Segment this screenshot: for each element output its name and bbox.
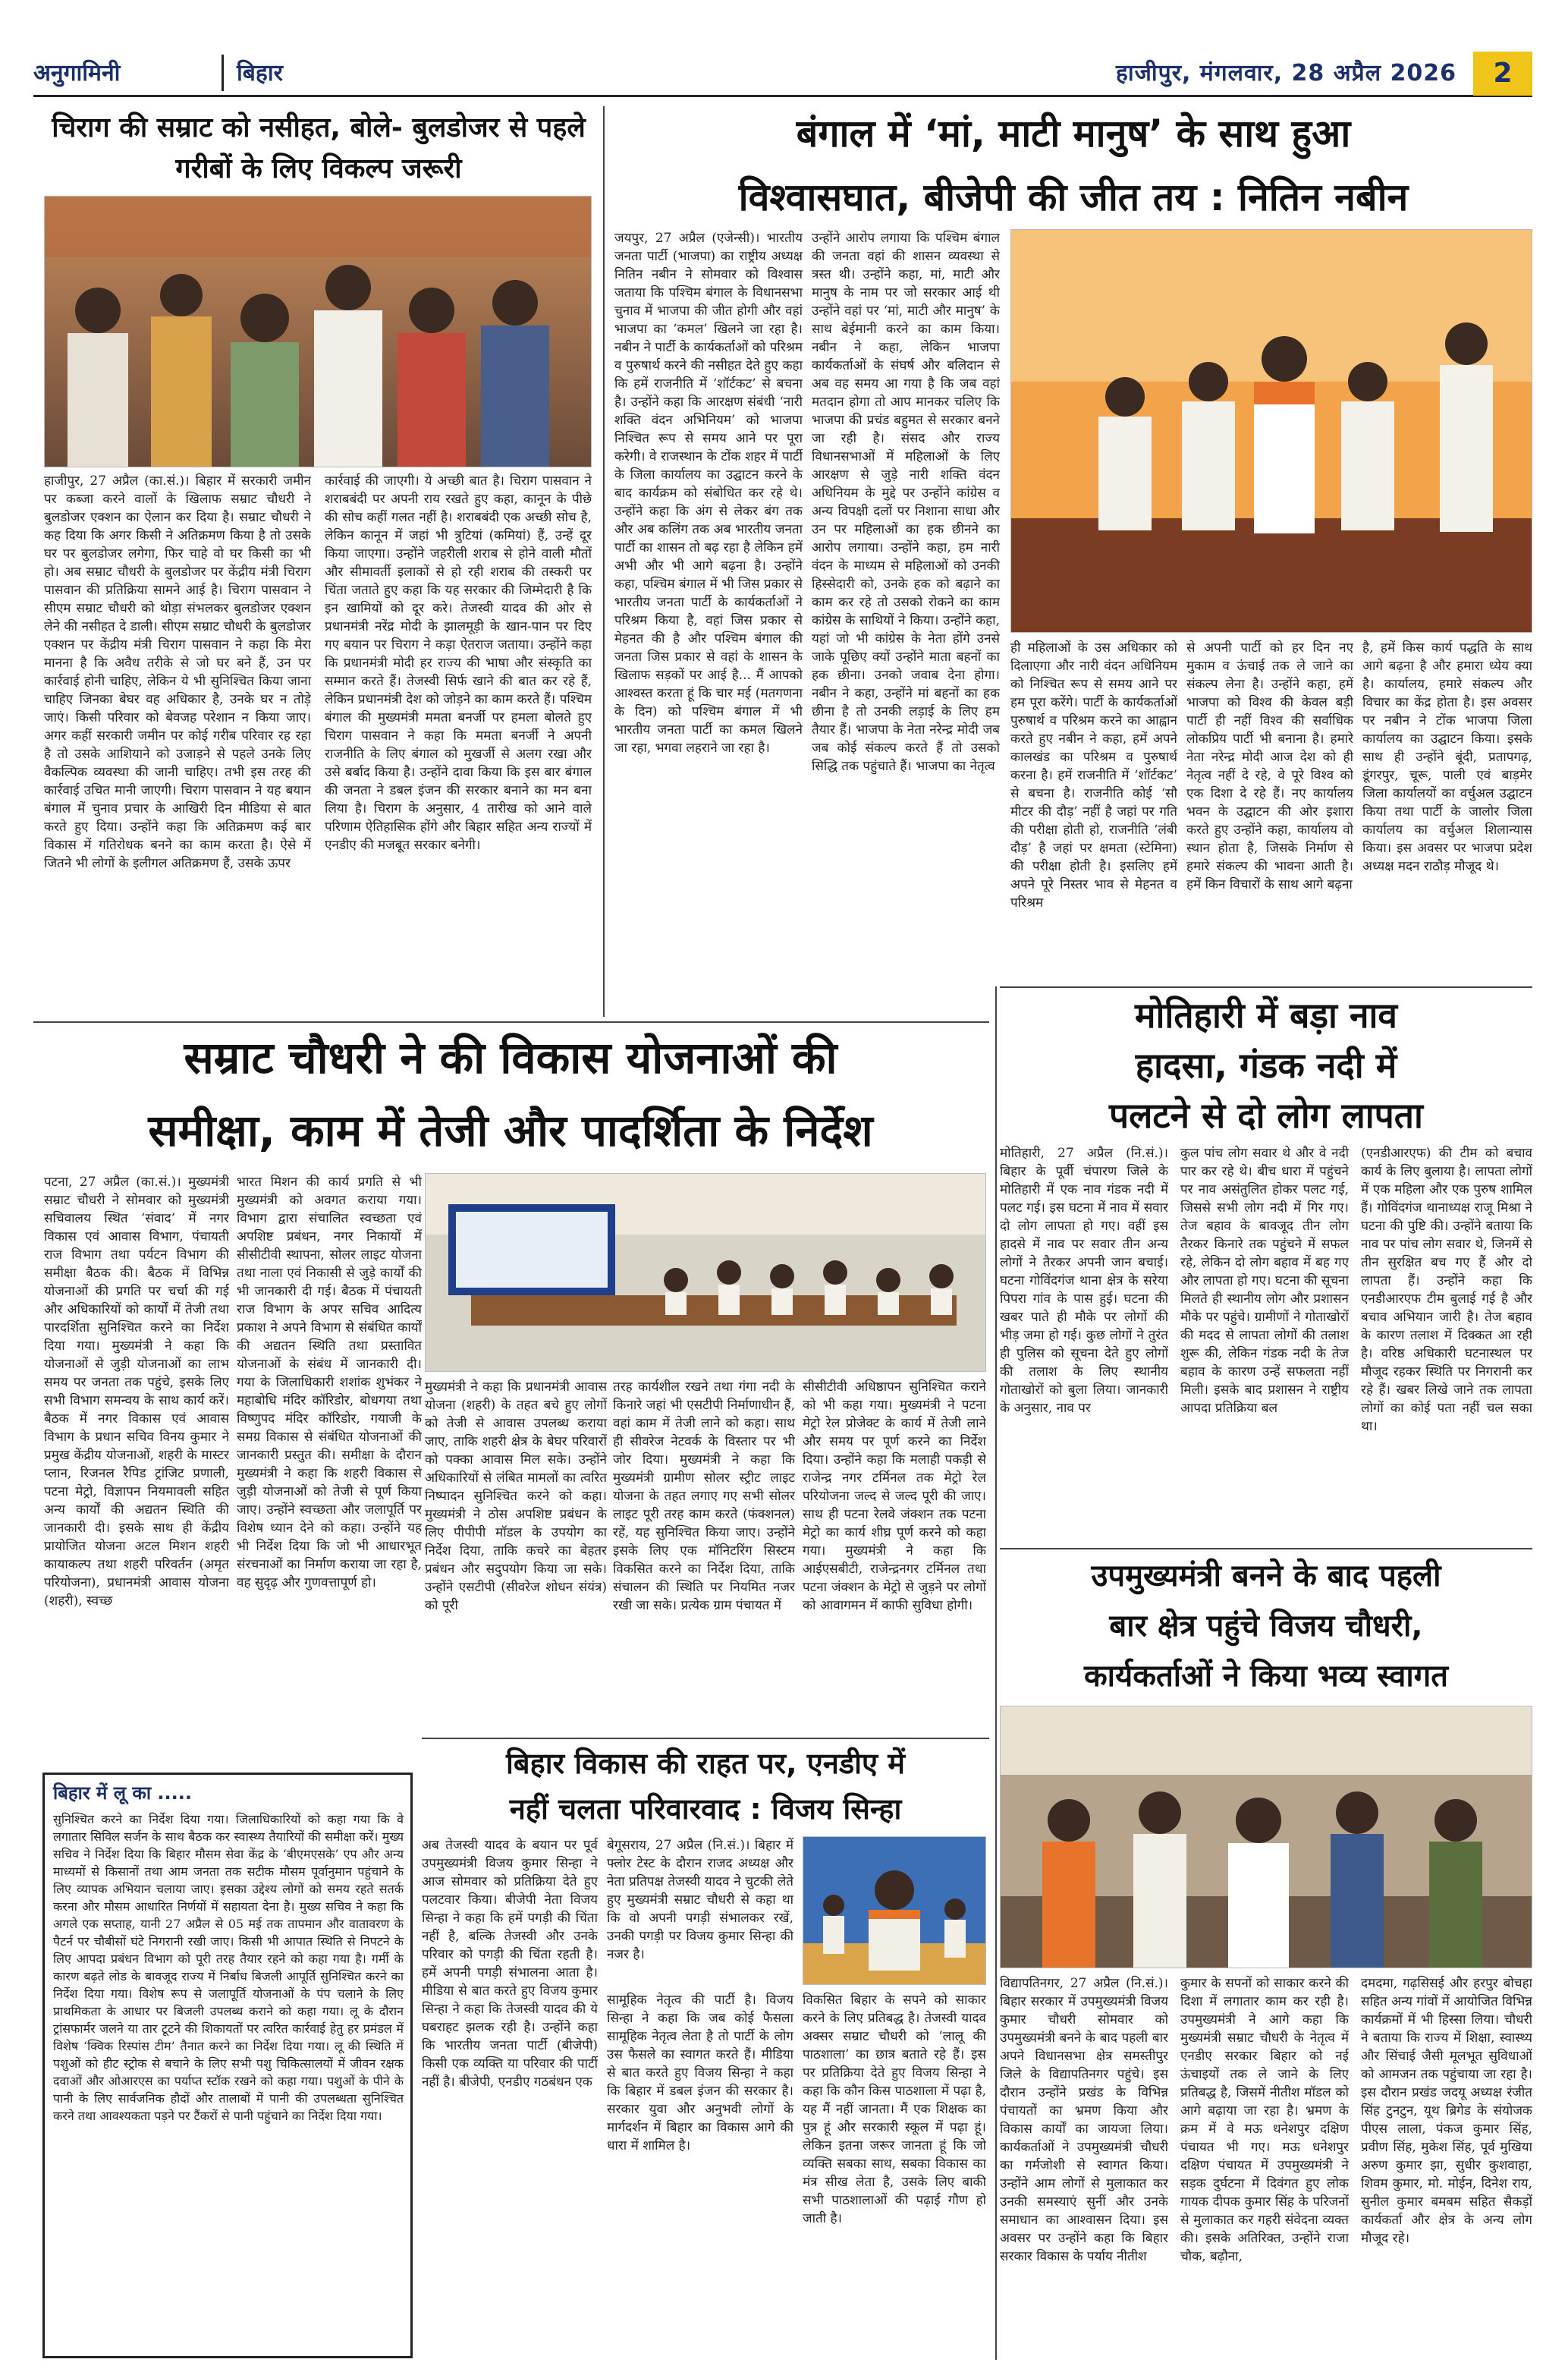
photo-chirag-paswan-crowd [44, 196, 592, 467]
article-chaudhary-col3: दमदमा, गढ़सिसई और हरपुर बोचहा सहित अन्य गांवों में आयोजित विभिन्न कार्यक्रमों में भी हिस्सा लिया। चौधरी ने बताया कि राज्य में शिक्षा, स्वास्थ्य और सिंचाई जैसी मूलभूत सुविधाओं को आमजन तक पहुंचाया जा रहा है। इस दौरान प्रखंड जदयू अध्यक्ष रंजीत सिंह टुनटुन, यूथ ब्रिगेड के संयोजक पीएस लाला, पंकज कुमार सिंह, प्रवीण सिंह, मुकेश सिंह, पूर्व मुखिया अरुण कुमार झा, सुधीर कुशवाहा, शिवम कुमार, मो. मोईन, दिनेश राय, सुनील कुमार बमबम सहित सैकड़ों कार्यकर्ता और क्षेत्र के अन्य लोग मौजूद रहे। [1361, 1976, 1532, 2246]
article-samrat-headline-1: सम्राट चौधरी ने की विकास योजनाओं की [184, 1032, 837, 1084]
article-sinha-headline-1: बिहार विकास की राहत पर, एनडीए में [506, 1747, 905, 1780]
photo-vijay-sinha [803, 1836, 986, 1985]
article-samrat-col2: भारत मिशन की कार्य प्रगति से भी मुख्यमंत्री को अवगत कराया गया। विभाग द्वारा संचालित स्वच्छता एवं अपशिष्ट प्रबंधन, नगर निकायों में सीसीटीवी स्थापना, सोलर लाइट योजना तथा नाला एवं निकासी से जुड़े कार्यों की भी जानकारी दी गई। बैठक में पंचायती राज विभाग के अपर सचिव आदित्य प्रकाश ने अपने विभाग से संबंधित कार्यों की अद्यतन स्थिति तथा प्रस्तावित योजनाओं के संबंध में जानकारी दी। गया के जिलाधिकारी शशांक शुभंकर ने महाबोधि मंदिर कॉरिडोर, बोधगया तथा विष्णुपद मंदिर कॉरिडोर, गयाजी के समग्र विकास से संबंधित योजनाओं की जानकारी प्रस्तुत की। समीक्षा के दौरान मुख्यमंत्री ने कहा कि शहरी विकास से जुड़ी योजनाओं को तेजी से पूर्ण किया जाए। उन्होंने स्वच्छता और जलापूर्ति पर विशेष ध्यान देने को कहा। उन्होंने यह भी निर्देश दिया कि जो भी आधारभूत संरचनाओं का निर्माण कराया जा रहा है, वह सुदृढ़ और गुणवत्तापूर्ण हो। [237, 1175, 422, 1590]
photo-vijay-chaudhary-welcome [1000, 1706, 1532, 1968]
article-chirag-body-col2: कार्रवाई की जाएगी। ये अच्छी बात है। चिराग पासवान ने शराबबंदी पर अपनी राय रखते हुए कहा, कानून के पीछे की सोच कहीं गलत नहीं है। शराबबंदी एक अच्छी सोच है, लेकिन कानून में जहां भी त्रुटियां (कमियां) हैं, उन्हें दूर किया जाएगा। उन्होंने जहरीली शराब से होने वाली मौतों और सीमावर्ती इलाकों से हो रही शराब की तस्करी पर चिंता जताते हुए कहा कि यह सरकार की जिम्मेदारी है कि इन खामियों को दूर करे। तेजस्वी यादव की ओर से प्रधानमंत्री नरेंद्र मोदी के झालमूड़ी के खान-पान पर दिए गए बयान पर चिराग ने कड़ा ऐतराज जताया। उन्होंने कहा कि प्रधानमंत्री मोदी हर राज्य की भाषा और संस्कृति का सम्मान करते हैं। तेजस्वी सिर्फ खाने की बात कर रहे हैं, लेकिन प्रधानमंत्री देश को जोड़ने का काम करते हैं। पश्चिम बंगाल की मुख्यमंत्री ममता बनर्जी पर हमला बोलते हुए चिराग पासवान ने कहा कि ममता बनर्जी ने अपनी राजनीति के लिए बंगाल को मुखर्जी से अलग रखा और उसे बर्बाद किया है। उन्होंने दावा किया कि इस बार बंगाल की जनता ने डबल इंजन की सरकार बनाने का मन बना लिया है। चिराग के अनुसार, 4 तारीख को आने वाले परिणाम ऐतिहासिक होंगे और बिहार सहित अन्य राज्यों में एनडीए की मजबूत सरकार बनेगी। [325, 473, 592, 853]
article-sinha-left-col: अब तेजस्वी यादव के बयान पर पूर्व उपमुख्यमंत्री विजय कुमार सिन्हा ने आज सोमवार को प्रतिक्रिया देते हुए पलटवार किया। बीजेपी नेता विजय सिन्हा ने कहा कि हमें पगड़ी की चिंता नहीं है, बल्कि तेजस्वी और उनके परिवार को पगड़ी की चिंता रहती है। हमें अपनी पगड़ी संभालना आता है। मीडिया से बात करते हुए विजय कुमार सिन्हा ने कहा कि तेजस्वी यादव की ये घबराहट झलक रही है। उन्होंने कहा कि भारतीय जनता पार्टी (बीजेपी) किसी एक व्यक्ति या परिवार की पार्टी नहीं है। बीजेपी, एनडीए गठबंधन एक [422, 1838, 598, 2090]
heatwave-kicker: बिहार में लू का ..... [53, 1782, 192, 1804]
page-number: 2 [1473, 52, 1532, 96]
article-boat-col1: मोतिहारी, 27 अप्रैल (नि.सं.)। बिहार के पूर्वी चंपारण जिले के मोतिहारी में एक नाव गंडक नदी में पलट गई। इस घटना में नाव में सवार दो लोग लापता हो गए। वहीं इस हादसे में नाव पर सवार तीन अन्य लोगों ने तैरकर अपनी जान बचाई। घटना गोविंदगंज थाना क्षेत्र के सरेया पिपरा गांव के पास हुई। घटना की खबर पाते ही मौके पर लोगों की भीड़ जमा हो गई। कुछ लोगों ने तुरंत ही पुलिस को सूचना देते हुए लोगों की तलाश के लिए स्थानीय गोताखोरों को बुला लिया। जानकारी के अनुसार, नाव पर [1000, 1146, 1168, 1416]
masthead [33, 52, 1532, 97]
photo-samrat-meeting [425, 1173, 986, 1372]
article-nabin-col3: ही महिलाओं के उस अधिकार को दिलाएगा और नारी वंदन अधिनियम को निश्चित रूप से समय आने पर हम पूरा करेंगे। पार्टी के कार्यकर्ताओं पुरुषार्थ व परिश्रम करने का आह्वान करते हुए नबीन ने कहा, हमें अपने कालखंड का परिश्रम व पुरुषार्थ करना है। हमें राजनीति में ‘शॉर्टकट’ से बचना है। राजनीति कोई ‘सौ मीटर की दौड़’ नहीं है जहां पर गति की परीक्षा होती हो, राजनीति ‘लंबी दौड़’ है जहां पर क्षमता (स्टेमिना) की परीक्षा होती है। इसलिए हमें अपने पूरे निस्तर भाव से मेहनत व परिश्रम [1010, 640, 1177, 911]
column-rule [995, 986, 997, 2360]
article-chaudhary-col1: विद्यापतिनगर, 27 अप्रैल (नि.सं.)। बिहार सरकार में उपमुख्यमंत्री विजय कुमार चौधरी सोमवार को उपमुख्यमंत्री बनने के बाद पहली बार अपने विधानसभा क्षेत्र समस्तीपुर जिले के विद्यापतिनगर पहुंचे। इस दौरान उन्होंने प्रखंड के विभिन्न पंचायतों का भ्रमण किया और विकास कार्यों का जायजा लिया। कार्यकर्ताओं ने उपमुख्यमंत्री चौधरी का गर्मजोशी से स्वागत किया। उन्होंने आम लोगों से मुलाकात कर उनकी समस्याएं सुनीं और उनके समाधान का आश्वासन दिया। इस अवसर पर उन्होंने कहा कि बिहार सरकार विकास के पर्याय नीतीश [1000, 1976, 1168, 2264]
article-samrat-col4: तरह कार्यशील रखने तथा गंगा नदी के किनारे जहां भी एसटीपी निर्माणाधीन हैं, वहां काम में तेजी लाने को कहा। साथ ही सीवरेज नेटवर्क के विस्तार पर भी जोर दिया। मुख्यमंत्री ने कहा कि मुख्यमंत्री ग्रामीण सोलर स्ट्रीट लाइट योजना के तहत लगाए गए सभी सोलर लाइट पूरी तरह काम करते (फंक्शनल) रहें, यह सुनिश्चित किया जाए। उन्होंने इसके लिए एक मॉनिटरिंग सिस्टम विकसित करने का निर्देश दिया, ताकि संचालन की स्थिति पर नियमित नजर रखी जा सके। प्रत्येक ग्राम पंचायत में [613, 1379, 795, 1613]
photo-sinha-illustration [803, 1837, 986, 1985]
newspaper-name: अनुगामिनी [33, 60, 121, 87]
article-samrat-col1: पटना, 27 अप्रैल (का.सं.)। मुख्यमंत्री सम्राट चौधरी ने सोमवार को मुख्यमंत्री सचिवालय स्थित ‘संवाद’ में नगर विकास एवं आवास विभाग, पंचायती राज विभाग तथा पर्यटन विभाग की समीक्षा बैठक की। बैठक में विभिन्न योजनाओं की प्रगति पर चर्चा की गई और अधिकारियों को कार्यों में तेजी तथा पारदर्शिता सुनिश्चित करने का निर्देश दिया गया। मुख्यमंत्री ने कहा कि योजनाओं से जुड़ी योजनाओं का लाभ समय पर जनता तक पहुंचे, इसके लिए सभी विभाग समन्वय के साथ कार्य करें। बैठक में नगर विकास एवं आवास विभाग के प्रधान सचिव विनय कुमार ने प्रमुख केंद्रीय योजनाओं, शहरी के मास्टर प्लान, रिजनल रैपिड ट्रांजिट प्रणाली, पटना मेट्रो, विज्ञापन नियमावली सहित अन्य कार्यों की अद्यतन स्थिति की जानकारी दी। इसके साथ ही केंद्रीय प्रायोजित योजना अटल मिशन शहरी कायाकल्प तथा शहरी परिवर्तन (अमृत परियोजना), प्रधानमंत्री आवास योजना (शहरी), स्वच्छ [44, 1175, 229, 1609]
article-boat-col2: कुल पांच लोग सवार थे और वे नदी पार कर रहे थे। बीच धारा में पहुंचने पर नाव असंतुलित होकर पलट गई, जिससे सभी लोग नदी में गिर गए। तेज बहाव के बावजूद तीन लोग तैरकर किनारे तक पहुंचने में सफल रहे, लेकिन दो लोग बहाव में बह गए और लापता हो गए। घटना की सूचना मिलते ही स्थानीय लोग और प्रशासन मौके पर पहुंचे। ग्रामीणों ने गोताखोरों की मदद से लापता लोगों की तलाश शुरू की, लेकिन गंडक नदी के तेज बहाव के कारण उन्हें सफलता नहीं मिली। इसके बाद प्रशासन ने राष्ट्रीय आपदा प्रतिक्रिया बल [1180, 1146, 1349, 1416]
section-rule [33, 1021, 989, 1023]
article-boat-headline-2: हादसा, गंडक नदी में [1135, 1045, 1397, 1086]
article-sinha-col1: बेगूसराय, 27 अप्रैल (नि.सं.)। बिहार में फ्लोर टेस्ट के दौरान राजद अध्यक्ष और नेता प्रतिपक्ष तेजस्वी यादव ने चुटकी लेते हुए मुख्यमंत्री सम्राट चौधरी से कहा था कि वो अपनी पगड़ी संभालकर रखें, उनकी पगड़ी पर विजय कुमार सिन्हा की नजर है। [607, 1838, 793, 1962]
heatwave-body: सुनिश्चित करने का निर्देश दिया गया। जिलाधिकारियों को कहा गया कि वे लगातार सिविल सर्जन के साथ बैठक कर स्वास्थ्य तैयारियों की समीक्षा करें। मुख्य सचिव ने निर्देश दिया कि बिहार मौसम सेवा केंद्र के ‘बीएमएसके’ एप और अन्य माध्यमों से किसानों तथा आम जनता तक सटीक मौसम पूर्वानुमान पहुंचाने के लिए व्यापक अभियान चलाया जाए। इसका उद्देश्य लोगों को समय रहते सतर्क करना और मौसम आधारित निर्णयों में सहायता देना है। मुख्य सचिव ने कहा कि अगले एक सप्ताह, यानी 27 अप्रैल से 05 मई तक तापमान और वातावरण के पैटर्न पर चौबीसों घंटे निगरानी रखी जाए। किसी भी आपात स्थिति से निपटने के लिए आपदा प्रबंधन विभाग को पूरी तरह तैयार रहने को कहा गया है। गर्मी के कारण बढ़ते लोड के बावजूद राज्य में निर्बाध बिजली आपूर्ति सुनिश्चित करने का निर्देश दिया गया। विशेष रूप से जलापूर्ति योजनाओं के पंप चलाने के लिए प्राथमिकता के आधार पर बिजली उपलब्ध कराने को कहा गया। लू के दौरान ट्रांसफार्मर जलने या तार टूटने की शिकायतों पर त्वरित कार्रवाई हेतु हर प्रमंडल में विशेष ‘क्विक रिस्पांस टीम’ तैनात करने का निर्देश दिया गया। लू की स्थिति में पशुओं को हीट स्ट्रोक से बचाने के लिए सभी पशु चिकित्सालयों में जीवन रक्षक दवाओं और ओआरएस का पर्याप्त स्टॉक रखने को कहा गया। पशुओं के पीने के पानी के लिए सार्वजनिक हौदों और तालाबों में पानी की उपलब्धता सुनिश्चित करने तथा आवश्यकता पड़ने पर टैंकरों से पानी पहुंचाने का निर्देश दिया गया। [53, 1812, 404, 2123]
photo-chirag-illustration [45, 197, 592, 467]
photo-nitin-nabin-stage [1010, 229, 1532, 633]
column-rule [603, 106, 605, 1017]
article-nabin-col5: है, हमें किस कार्य पद्धति के साथ आगे बढ़ना है और हमारा ध्येय क्या है। कार्यालय, हमारे संकल्प और विचार का केंद्र होता है। इस अवसर पर नबीन ने टोंक भाजपा जिला कार्यालय का उद्घाटन किया। इसके साथ ही उन्होंने बूंदी, प्रतापगढ़, डूंगरपुर, चूरू, पाली एवं बाड़मेर जिला कार्यालयों का वर्चुअल उद्घाटन किया तथा पार्टी के जालोर जिला कार्यालय का वर्चुअल शिलान्यास किया। इस अवसर पर भाजपा प्रदेश अध्यक्ष मदन राठौड़ मौजूद थे। [1362, 640, 1532, 874]
article-chaudhary-headline-3: कार्यकर्ताओं ने किया भव्य स्वागत [1083, 1659, 1449, 1694]
article-chirag-body-col1: हाजीपुर, 27 अप्रैल (का.सं.)। बिहार में सरकारी जमीन पर कब्जा करने वालों के खिलाफ सम्राट चौधरी ने बुलडोजर एक्शन का ऐलान कर दिया है। सम्राट चौधरी ने कह दिया कि अगर किसी ने अतिक्रमण किया है तो उसके घर पर बुलडोजर लगेगा, फिर चाहे वो घर किसी का भी हो। अब सम्राट चौधरी के बुलडोजर पर केंद्रीय मंत्री चिराग पासवान की प्रतिक्रिया सामने आई है। चिराग पासवान ने सीएम सम्राट चौधरी को थोड़ा संभलकर बुलडोजर एक्शन लेने की नसीहत दे डाली। सीएम सम्राट चौधरी के बुलडोजर एक्शन पर केंद्रीय मंत्री चिराग पासवान ने कहा कि मेरा मानना है कि अवैध तरीके से जो घर बने हैं, उन पर कार्रवाई होनी चाहिए, लेकिन ये भी सुनिश्चित किया जाना चाहिए जिनका बेघर वह अधिकार है, उनके घर न तोड़े जाएं। किसी परिवार को बेवजह परेशान न किया जाए। अगर कहीं सरकारी जमीन पर कोई गरीब परिवार रह रहा है तो उसके आशियाने को उजाड़ने से पहले उनके लिए वैकल्पिक व्यवस्था की जानी चाहिए। तभी इस तरह की कार्रवाई उचित मानी जाएगी। चिराग पासवान ने यह बयान बंगाल में चुनाव प्रचार के आखिरी दिन मीडिया से बात करते हुए दिया। उन्होंने कहा कि अतिक्रमण कई बार विकास में गतिरोधक बनने का काम करता है। ऐसे में जितने भी लोगों के इलीगल अतिक्रमण हैं, उसके ऊपर [44, 473, 311, 871]
section-rule [1000, 986, 1532, 988]
article-samrat-col3: मुख्यमंत्री ने कहा कि प्रधानमंत्री आवास योजना (शहरी) के तहत बचे हुए लोगों को तेजी से आवास उपलब्ध कराया जाए, ताकि शहरी क्षेत्र के बेघर परिवारों को पक्का आवास मिल सके। उन्होंने अधिकारियों से लंबित मामलों का त्वरित निष्पादन सुनिश्चित करने को कहा। मुख्यमंत्री ने ठोस अपशिष्ट प्रबंधन के लिए पीपीपी मॉडल के उपयोग का निर्देश दिया, ताकि कचरे का बेहतर प्रबंधन और सदुपयोग किया जा सके। उन्होंने एसटीपी (सीवरेज शोधन संयंत्र) को पूरी [425, 1379, 607, 1613]
dateline: हाजीपुर, मंगलवार, 28 अप्रैल 2026 [1115, 60, 1456, 87]
article-boat-headline-1: मोतिहारी में बड़ा नाव [1135, 995, 1397, 1036]
article-sinha-col3: विकसित बिहार के सपने को साकार करने के लिए प्रतिबद्ध है। तेजस्वी यादव अक्सर सम्राट चौधरी को ‘लालू की पाठशाला’ का छात्र बताते रहे हैं। इस पर प्रतिक्रिया देते हुए विजय सिन्हा ने कहा कि कौन किस पाठशाला में पढ़ा है, यह मैं नहीं जानता। मैं एक शिक्षक का पुत्र हूं और सरकारी स्कूल में पढ़ा हूं। लेकिन इतना जरूर जानता हूं कि जो व्यक्ति सबका साथ, सबका विकास का मंत्र सीख लेता है, उसके लिए बाकी सभी पाठशालाओं की पढ़ाई गौण हो जाती है। [803, 1993, 986, 2226]
article-nabin-headline-2: विश्वासघात, बीजेपी की जीत तय : नितिन नबीन [738, 175, 1409, 219]
masthead-divider [222, 55, 224, 91]
article-samrat-headline-2: समीक्षा, काम में तेजी और पादर्शिता के निर्देश [148, 1105, 873, 1156]
article-samrat-col5: सीसीटीवी अधिष्ठापन सुनिश्चित कराने को भी कहा गया। मुख्यमंत्री ने पटना मेट्रो रेल प्रोजेक्ट के कार्य में तेजी लाने और समय पर पूर्ण करने का निर्देश दिया। उन्होंने कहा कि मलाही पकड़ी से राजेन्द्र नगर टर्मिनल तक मेट्रो रेल परियोजना जल्द से जल्द पूरी की जाए। साथ ही पटना रेलवे जंक्शन तक पटना मेट्रो का कार्य शीघ्र पूर्ण करने को कहा गया। मुख्यमंत्री ने कहा कि आईएसबीटी, राजेन्द्रनगर टर्मिनल तथा पटना जंक्शन के मेट्रो से जुड़ने पर लोगों को आवागमन में काफी सुविधा होगी। [803, 1379, 986, 1613]
article-sinha-col2: सामूहिक नेतृत्व की पार्टी है। विजय सिन्हा ने कहा कि जब कोई फैसला सामूहिक नेतृत्व लेता है तो पार्टी के लोग उस फैसले का स्वागत करते हैं। मीडिया से बात करते हुए विजय सिन्हा ने कहा कि बिहार में डबल इंजन की सरकार है। सरकार युवा और अनुभवी लोगों के मार्गदर्शन में बिहार का विकास आगे की धारा में शामिल है। [607, 1993, 793, 2153]
article-nabin-col1: जयपुर, 27 अप्रैल (एजेन्सी)। भारतीय जनता पार्टी (भाजपा) का राष्ट्रीय अध्यक्ष नितिन नबीन ने सोमवार को विश्वास जताया कि पश्चिम बंगाल के विधानसभा चुनाव में भाजपा की जीत होगी और वहां भाजपा का ‘कमल’ खिलने जा रहा है। नबीन ने पार्टी के कार्यकर्ताओं को परिश्रम व पुरुषार्थ करने की नसीहत देते हुए कहा कि हमें राजनीति में ‘शॉर्टकट’ से बचना है। उन्होंने कहा कि आरक्षण संबंधी ‘नारी शक्ति वंदन अभिनियम’ को भाजपा निश्चित रूप से समय आने पर पूरा करेगी। वे राजस्थान के टोंक शहर में पार्टी के जिला कार्यालय का उद्घाटन करने के बाद कार्यक्रम को संबोधित कर रहे थे। उन्होंने कहा कि अंग से लेकर बंग तक और अब कलिंग तक अब भारतीय जनता पार्टी का शासन तो बढ़ रहा है लेकिन हमें अभी और भी आगे बढ़ना है। उन्होंने कहा, पश्चिम बंगाल में भी जिस प्रकार से भारतीय जनता पार्टी के कार्यकर्ताओं ने परिश्रम किया है, वहां जिस प्रकार से मेहनत की है और पश्चिम बंगाल की जनता जिस प्रकार से वहां के शासन के खिलाफ सड़कों पर आई है... मैं आपको आश्वस्त करता हूं कि चार मई (मतगणना के दिन) को पश्चिम बंगाल में भी भारतीय जनता पार्टी का कमल खिलने जा रहा, भगवा लहराने जा रहा है। [614, 231, 803, 756]
photo-meeting-illustration [426, 1174, 986, 1372]
article-chaudhary-col2: कुमार के सपनों को साकार करने की दिशा में लगातार काम कर रही है। उपमुख्यमंत्री ने आगे कहा कि मुख्यमंत्री सम्राट चौधरी के नेतृत्व में एनडीए सरकार बिहार को नई ऊंचाइयों तक ले जाने के लिए प्रतिबद्ध है, जिसमें नीतीश मॉडल को आगे बढ़ाया जा रहा है। भ्रमण के क्रम में वे मऊ धनेशपुर दक्षिण पंचायत भी गए। मऊ धनेशपुर दक्षिण पंचायत में उपमुख्यमंत्री ने सड़क दुर्घटना में दिवंगत हुए लोक गायक दीपक कुमार सिंह के परिजनों से मुलाकात कर गहरी संवेदना व्यक्त की। इसके अतिरिक्त, उन्होंने राजा चौक, बढ़ौना, [1180, 1976, 1349, 2264]
article-nabin-col2: उन्होंने आरोप लगाया कि पश्चिम बंगाल की जनता वहां की शासन व्यवस्था से त्रस्त थी। उन्होंने कहा, मां, माटी और मानुष के नाम पर जो सरकार आई थी उन्होंने वहां पर ‘मां, माटी और मानुष’ के साथ बेईमानी करने का काम किया। नबीन ने कहा, लेकिन भाजपा कार्यकर्ताओं के संघर्ष और बलिदान से अब वह समय आ गया है कि जब वहां मतदान होगा तो आप मानकर चलिए कि भाजपा की प्रचंड बहुमत से सरकार बनने जा रही है। संसद और राज्य विधानसभाओं में महिलाओं के लिए आरक्षण से जुड़े नारी शक्ति वंदन अधिनियम के मुद्दे पर उन्होंने कांग्रेस व अन्य विपक्षी दलों पर निशाना साधा और उन पर महिलाओं का हक छीनने का आरोप लगाया। उन्होंने कहा, हम नारी वंदन के माध्यम से महिलाओं को उनकी हिस्सेदारी को, उनके हक को बढ़ाने का काम कर रहे तो उसको रोकने का काम कांग्रेस के साथियों ने किया। उन्होंने कहा, यहां जो भी कांग्रेस के नेता होंगे उनसे जाके पूछिए क्यों उन्होंने माता बहनों का हक छीना। उनको जवाब देना होगा। नबीन ने कहा, उन्होंने मां बहनों का हक छीना है तो उनकी लड़ाई के लिए हम तैयार हैं। भाजपा के नेता नरेन्द्र मोदी जब जब कोई संकल्प करते हैं तो उसको सिद्धि तक पहुंचाते हैं। भाजपा का नेतृत्व [812, 231, 1000, 774]
photo-chaudhary-illustration [1001, 1707, 1532, 1968]
section-rule [1000, 1548, 1532, 1549]
photo-nabin-illustration [1011, 230, 1532, 633]
article-boat-headline-3: पलटने से दो लोग लापता [1109, 1095, 1423, 1136]
article-nabin-headline-1: बंगाल में ‘मां, माटी मानुष’ के साथ हुआ [796, 112, 1351, 156]
article-boat-col3: (एनडीआरएफ) की टीम को बचाव कार्य के लिए बुलाया है। लापता लोगों में एक महिला और एक पुरुष शामिल हैं। गोविंदगंज थानाध्यक्ष राजू मिश्रा ने घटना की पुष्टि की। उन्होंने बताया कि नाव पर पांच लोग सवार थे, जिनमें से तीन सुरक्षित बच गए हैं और दो लापता हैं। उन्होंने कहा कि एनडीआरएफ टीम बुलाई गई है और बचाव अभियान जारी है। तेज बहाव के कारण तलाश में दिक्कत आ रही है। वरिष्ठ अधिकारी घटनास्थल पर मौजूद रहकर स्थिति पर निगरानी कर रहे हैं। खबर लिखे जाने तक लापता लोगों का कोई पता नहीं चल सका था। [1361, 1146, 1532, 1434]
section-name: बिहार [237, 60, 283, 87]
section-rule [422, 1738, 989, 1739]
article-chirag-headline: चिराग की सम्राट को नसीहत, बोले- बुलडोजर से पहले गरीबों के लिए विकल्प जरूरी [52, 112, 586, 184]
article-sinha-headline-2: नहीं चलता परिवारवाद : विजय सिन्हा [509, 1792, 902, 1826]
article-chaudhary-headline-2: बार क्षेत्र पहुंचे विजय चौधरी, [1109, 1609, 1423, 1644]
article-nabin-col4: से अपनी पार्टी को हर दिन नए मुकाम व ऊंचाई तक ले जाने का संकल्प लेना है। उन्होंने कहा, हमें भाजपा को विश्व की केवल बड़ी पार्टी ही नहीं विश्व की सर्वाधिक लोकप्रिय पार्टी भी बनाना है। हमारे नेता नरेन्द्र मोदी आज देश को ही नेतृत्व नहीं दे रहे, वे पूरे विश्व को एक दिशा दे रहे हैं। नए कार्यालय भवन के उद्घाटन की ओर इशारा करते हुए उन्होंने कहा, कार्यालय वो स्थान होता है, जिसके निर्माण से हमारे संकल्प की भावना आती है। हमें किन विचारों के साथ आगे बढ़ना [1186, 640, 1353, 892]
article-chaudhary-headline-1: उपमुख्यमंत्री बनने के बाद पहली [1091, 1559, 1441, 1593]
